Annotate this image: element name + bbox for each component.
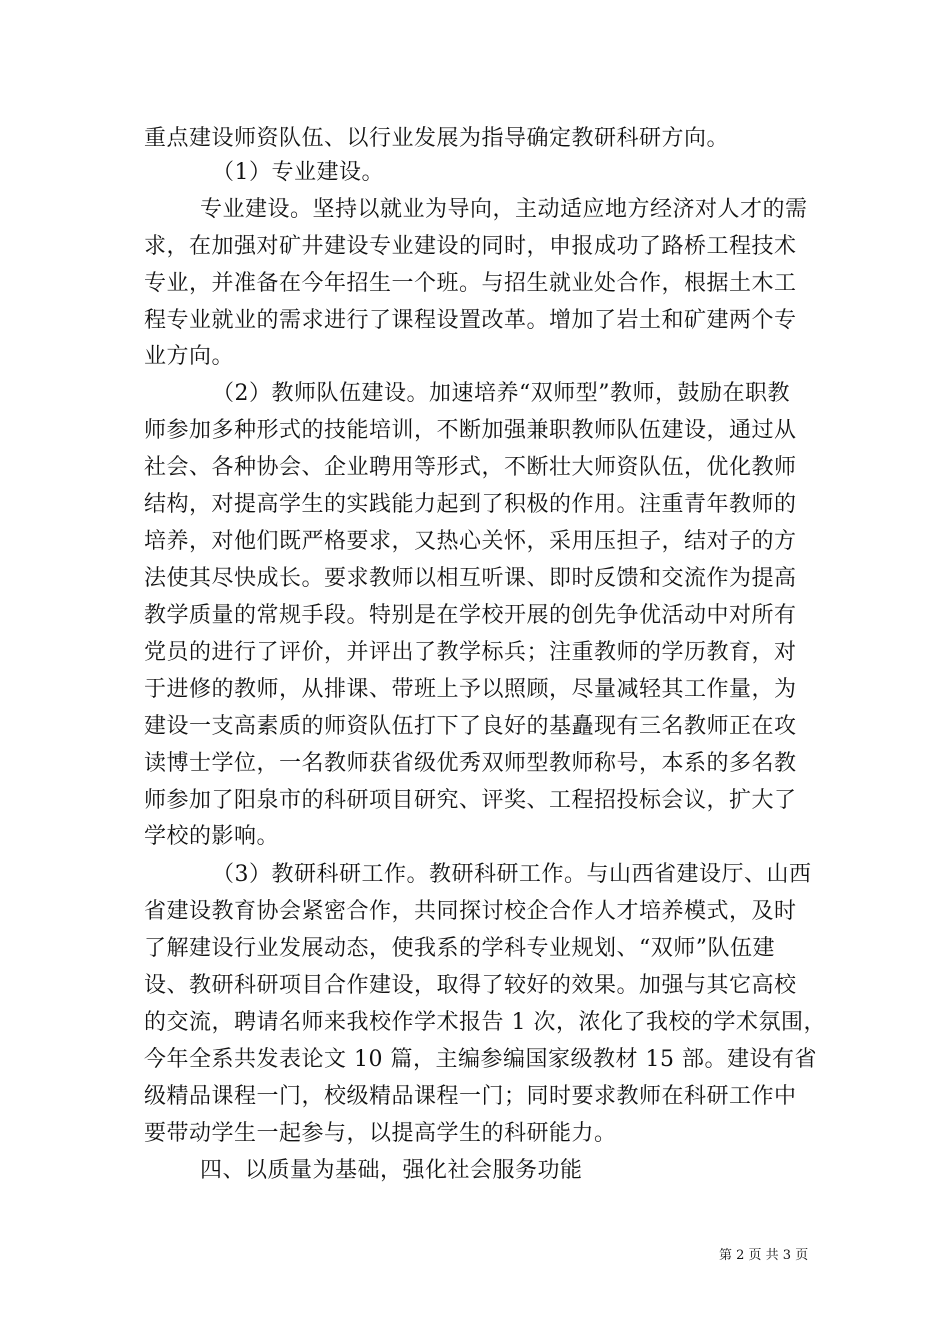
section-heading: （1）专业建设。	[212, 160, 384, 185]
text-line: 党员的进行了评价，并评出了教学标兵；注重教师的学历教育，对	[144, 640, 797, 665]
text-line: 学校的影响。	[144, 824, 280, 849]
text-line: 培养，对他们既严格要求，又热心关怀，采用压担子，结对子的方	[144, 529, 797, 554]
text-line: 师参加了阳泉市的科研项目研究、评奖、工程招投标会议，扩大了	[144, 788, 797, 813]
text-line: 专业建设。坚持以就业为导向，主动适应地方经济对人才的需	[200, 197, 808, 222]
text-line: 师参加多种形式的技能培训，不断加强兼职教师队伍建设，通过从	[144, 418, 797, 443]
text-line: 专业，并准备在今年招生一个班。与招生就业处合作，根据土木工	[144, 271, 797, 296]
text-line: 求，在加强对矿井建设专业建设的同时，申报成功了路桥工程技术	[144, 234, 797, 259]
section-heading: 四、以质量为基础，强化社会服务功能	[200, 1158, 583, 1183]
text-line: 读博士学位，一名教师获省级优秀双师型教师称号，本系的多名教	[144, 751, 797, 776]
text-line: 设、教研科研项目合作建设，取得了较好的效果。加强与其它高校	[144, 973, 797, 998]
text-line: 今年全系共发表论文 10 篇，主编参编国家级教材 15 部。建设有省	[144, 1047, 817, 1072]
section-heading: （2）教师队伍建设。加速培养“双师型”教师，鼓励在职教	[212, 381, 790, 406]
text-line: 级精品课程一门，校级精品课程一门；同时要求教师在科研工作中	[144, 1084, 797, 1109]
text-line: 了解建设行业发展动态，使我系的学科专业规划、“双师”队伍建	[144, 936, 775, 961]
text-line: 省建设教育协会紧密合作，共同探讨校企合作人才培养模式，及时	[144, 899, 797, 924]
text-line: 业方向。	[144, 344, 235, 369]
text-line: 教学质量的常规手段。特别是在学校开展的创先争优活动中对所有	[144, 603, 797, 628]
text-line: 的交流，聘请名师来我校作学术报告 1 次，浓化了我校的学术氛围，	[144, 1010, 826, 1035]
section-heading: （3）教研科研工作。教研科研工作。与山西省建设厅、山西	[212, 862, 812, 887]
text-line: 法使其尽快成长。要求教师以相互听课、即时反馈和交流作为提高	[144, 566, 797, 591]
text-line: 结构，对提高学生的实践能力起到了积极的作用。注重青年教师的	[144, 492, 797, 517]
text-line: 要带动学生一起参与，以提高学生的科研能力。	[144, 1121, 617, 1146]
page-number: 第 2 页 共 3 页	[719, 1248, 809, 1263]
text-line: 于进修的教师，从排课、带班上予以照顾，尽量减轻其工作量，为	[144, 677, 797, 702]
text-line: 重点建设师资队伍、以行业发展为指导确定教研科研方向。	[144, 126, 730, 151]
text-line: 建设一支高素质的师资队伍打下了良好的基矗现有三名教师正在攻	[144, 714, 797, 739]
text-line: 社会、各种协会、企业聘用等形式，不断壮大师资队伍，优化教师	[144, 455, 797, 480]
text-line: 程专业就业的需求进行了课程设置改革。增加了岩土和矿建两个专	[144, 308, 797, 333]
